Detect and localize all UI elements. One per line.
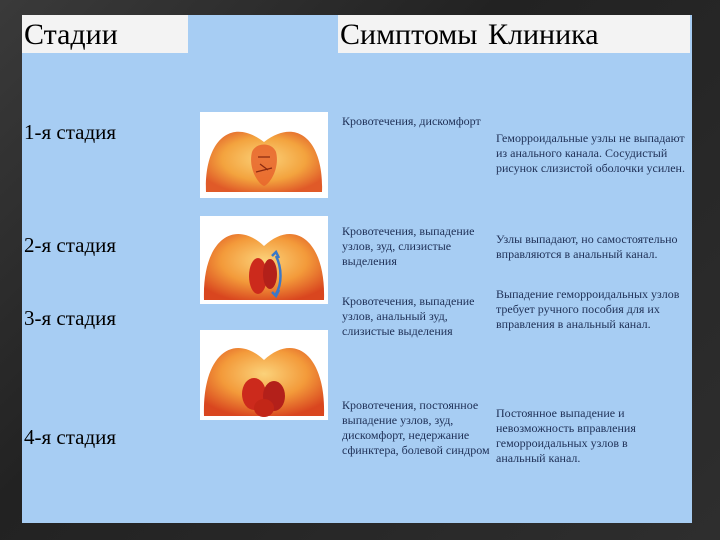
stage-2-illustration (200, 216, 328, 304)
stage-3-illustration (200, 330, 328, 420)
stage-1-symptoms: Кровотечения, дискомфорт (342, 114, 481, 128)
stage-2-clinic: Узлы выпадают, но самостоятельно вправляются в анальный канал. (496, 232, 678, 261)
stage-1-label: 1-я стадия (24, 120, 117, 144)
stage-2-symptoms: Кровотечения, выпадение узлов, зуд, слизистые выделения (342, 224, 475, 268)
stage-3-label: 3-я стадия (24, 306, 117, 330)
header-stages-label: Стадии (24, 18, 118, 51)
header-symptoms-label: Симптомы (340, 18, 478, 51)
stage-3-symptoms: Кровотечения, выпадение узлов, анальный зуд, слизистые выделения (342, 294, 475, 338)
stage-4-symptoms: Кровотечения, постоянное выпадение узлов, зуд, дискомфорт, недержание сфинктера, болевой синдром (342, 398, 490, 457)
stage-3-clinic: Выпадение геморроидальных узлов требует ручного пособия для их вправления в анальный канал. (496, 287, 680, 331)
header-stages (22, 15, 188, 53)
header-clinic-label: Клиника (488, 18, 599, 51)
stage-2-label: 2-я стадия (24, 233, 117, 257)
stage-4-label: 4-я стадия (24, 425, 117, 449)
stage-1-illustration (200, 112, 328, 198)
stage-1-clinic: Геморроидальные узлы не выпадают из анального канала. Сосудистый рисунок слизистой оболочки усилен. (496, 131, 685, 175)
stage-4-clinic: Постоянное выпадение и невозможность вправления геморроидальных узлов в анальный канал. (496, 406, 636, 465)
header-symptoms-clinic (338, 15, 690, 53)
